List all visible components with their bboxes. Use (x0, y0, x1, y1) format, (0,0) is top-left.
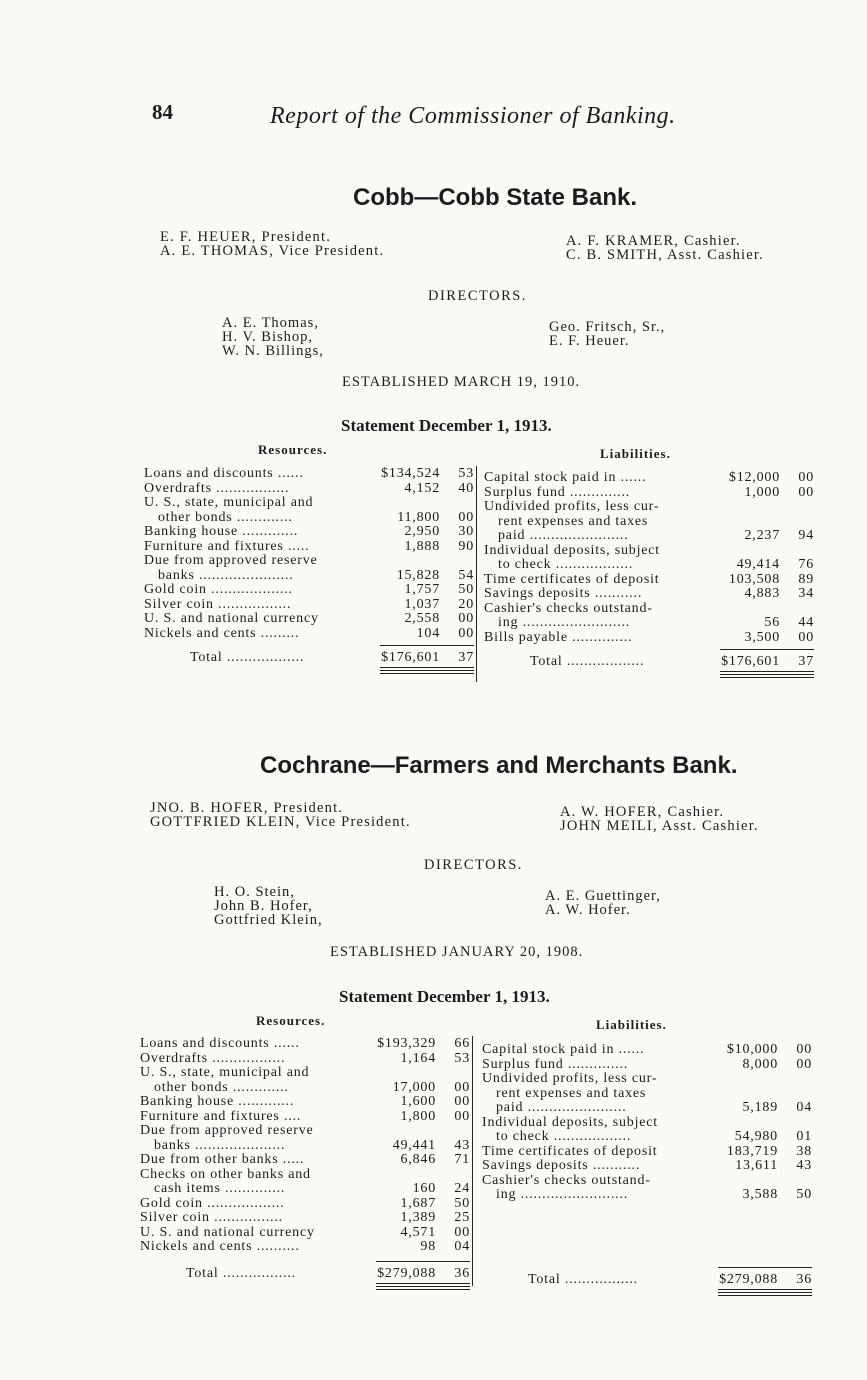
item-label: Nickels and cents .......... (140, 1239, 300, 1254)
item-label: rent expenses and taxes (498, 513, 649, 529)
amount-cents: 20 (458, 596, 474, 612)
amount-cents: 66 (454, 1036, 470, 1051)
officer-line: GOTTFRIED KLEIN, Vice President. (150, 814, 411, 830)
amount-dollars: 4,152 (404, 480, 440, 496)
ledger-row (484, 514, 814, 529)
ledger-row (482, 1115, 812, 1130)
ledger-row (482, 1086, 812, 1101)
amount-dollars: 1,600 (400, 1094, 436, 1109)
total-rule (720, 674, 814, 675)
amount-cents: 04 (454, 1239, 470, 1254)
item-label: banks ..................... (154, 1137, 286, 1153)
bank-title: Cobb—Cobb State Bank. (353, 184, 638, 211)
subtotal-rule (720, 649, 814, 650)
director-name: A. W. Hofer. (545, 902, 631, 918)
running-title: Report of the Commissioner of Banking. (270, 103, 676, 129)
amount-cents: 44 (798, 615, 814, 630)
officer-line: A. W. HOFER, Cashier. (560, 804, 725, 820)
amount-cents: 53 (454, 1050, 470, 1066)
total-dollars: $279,088 (377, 1265, 436, 1281)
ledger-row (144, 495, 474, 510)
amount-cents: 34 (798, 586, 814, 601)
established-date: ESTABLISHED JANUARY 20, 1908. (330, 944, 584, 960)
item-label: Silver coin ................ (140, 1210, 283, 1225)
director-name: Geo. Fritsch, Sr., (549, 319, 666, 335)
ledger-row (484, 485, 814, 500)
liabilities-table (482, 1042, 812, 1286)
ledger-row (140, 1138, 470, 1153)
resources-heading: Resources. (258, 442, 328, 457)
item-label: Individual deposits, subject (484, 542, 660, 558)
amount-cents: 00 (796, 1056, 812, 1072)
amount-dollars: 5,189 (742, 1100, 778, 1115)
ledger-row (144, 524, 474, 539)
amount-dollars: 2,950 (404, 524, 440, 539)
director-name: W. N. Billings, (222, 343, 324, 359)
officer-line: C. B. SMITH, Asst. Cashier. (566, 247, 764, 263)
director-name: E. F. Heuer. (549, 333, 630, 349)
amount-dollars: 13,611 (735, 1158, 778, 1173)
ledger-row (140, 1109, 470, 1124)
total-row (482, 1272, 812, 1287)
subtotal-rule (376, 1261, 470, 1262)
total-rule (380, 670, 474, 671)
item-label: Undivided profits, less cur- (482, 1071, 658, 1086)
total-dollars: $176,601 (721, 654, 780, 669)
amount-dollars: 49,441 (392, 1137, 436, 1153)
total-rule (718, 1289, 812, 1290)
total-rule (380, 667, 474, 668)
item-label: U. S., state, municipal and (140, 1065, 310, 1080)
amount-cents: 89 (798, 571, 814, 587)
amount-cents: 00 (798, 470, 814, 485)
ledger-row (144, 611, 474, 626)
total-dollars: $279,088 (719, 1271, 778, 1287)
item-label: banks ...................... (158, 567, 294, 583)
liabilities-heading: Liabilities. (596, 1017, 667, 1032)
item-label: Undivided profits, less cur- (484, 499, 660, 514)
amount-cents: 50 (454, 1195, 470, 1211)
amount-dollars: 1,687 (400, 1195, 436, 1211)
item-label: U. S., state, municipal and (144, 495, 314, 510)
amount-cents: 00 (798, 484, 814, 500)
ledger-row (484, 557, 814, 572)
ledger-row (482, 1158, 812, 1173)
total-cents: 37 (798, 654, 814, 669)
item-label: paid ....................... (496, 1100, 627, 1115)
amount-dollars: $134,524 (381, 466, 440, 481)
item-label: U. S. and national currency (140, 1224, 315, 1240)
amount-dollars: 160 (412, 1181, 436, 1196)
item-label: rent expenses and taxes (496, 1085, 647, 1101)
ledger-row (140, 1094, 470, 1109)
amount-cents: 53 (458, 466, 474, 481)
total-row (484, 654, 814, 669)
item-label: Gold coin .................. (140, 1195, 285, 1211)
amount-dollars: 56 (764, 615, 780, 630)
ledger-row (482, 1187, 812, 1202)
ledger-row (484, 615, 814, 630)
amount-cents: 54 (458, 567, 474, 583)
director-name: A. E. Guettinger, (545, 888, 661, 904)
item-label: Banking house ............. (140, 1094, 295, 1109)
total-rule (376, 1286, 470, 1287)
ledger-row (144, 597, 474, 612)
column-divider (472, 1036, 473, 1286)
amount-cents: 50 (796, 1187, 812, 1202)
item-label: other bonds ............. (154, 1079, 289, 1095)
director-name: A. E. Thomas, (222, 315, 319, 331)
amount-cents: 25 (454, 1210, 470, 1225)
ledger-row (144, 582, 474, 597)
item-label: Individual deposits, subject (482, 1114, 658, 1130)
ledger-row (144, 553, 474, 568)
total-label: Total ................. (528, 1271, 638, 1287)
amount-dollars: 183,719 (726, 1143, 778, 1159)
resources-table (144, 466, 474, 665)
amount-cents: 43 (796, 1158, 812, 1173)
amount-cents: 30 (458, 524, 474, 539)
liabilities-heading: Liabilities. (600, 446, 671, 461)
amount-cents: 00 (454, 1224, 470, 1240)
ledger-row (482, 1071, 812, 1086)
total-rule (376, 1289, 470, 1290)
item-label: Bills payable .............. (484, 629, 633, 645)
directors-left (222, 316, 324, 358)
total-row (140, 1266, 470, 1281)
amount-dollars: 4,571 (400, 1224, 436, 1240)
ledger-row (484, 630, 814, 645)
ledger-row (484, 470, 814, 485)
ledger-row (144, 466, 474, 481)
statement-heading: Statement December 1, 1913. (339, 987, 550, 1006)
subtotal-rule (380, 645, 474, 646)
item-label: Due from other banks ..... (140, 1152, 305, 1167)
officer-line: A. F. KRAMER, Cashier. (566, 233, 741, 249)
item-label: to check .................. (498, 557, 634, 572)
officers-left (160, 230, 384, 258)
amount-dollars: 49,414 (736, 557, 780, 572)
officers-left (150, 801, 411, 829)
established-date: ESTABLISHED MARCH 19, 1910. (342, 374, 581, 390)
directors-heading: DIRECTORS. (424, 857, 523, 873)
amount-cents: 38 (796, 1143, 812, 1159)
ledger-row (484, 528, 814, 543)
total-cents: 36 (454, 1265, 470, 1281)
officers-right (566, 234, 764, 262)
amount-dollars: $10,000 (726, 1042, 778, 1057)
ledger-row (484, 572, 814, 587)
column-divider (476, 466, 477, 682)
amount-cents: 71 (454, 1152, 470, 1167)
ledger-row (482, 1144, 812, 1159)
amount-dollars: 15,828 (396, 567, 440, 583)
total-label: Total ................. (186, 1265, 296, 1281)
ledger-row (144, 539, 474, 554)
amount-dollars: 2,558 (404, 611, 440, 626)
item-label: Overdrafts ................. (140, 1050, 286, 1066)
amount-cents: 94 (798, 528, 814, 543)
item-label: ing ......................... (496, 1187, 629, 1202)
item-label: Silver coin ................. (144, 596, 292, 612)
total-rule (720, 671, 814, 672)
item-label: Savings deposits ........... (484, 586, 643, 601)
directors-heading: DIRECTORS. (428, 288, 527, 304)
ledger-row (140, 1181, 470, 1196)
item-label: Time certificates of deposit (482, 1143, 658, 1159)
ledger-row (140, 1239, 470, 1254)
item-label: Time certificates of deposit (484, 571, 660, 587)
amount-cents: 00 (796, 1042, 812, 1057)
item-label: Capital stock paid in ...... (484, 470, 647, 485)
item-label: Checks on other banks and (140, 1166, 311, 1182)
ledger-row (484, 499, 814, 514)
amount-dollars: 8,000 (742, 1056, 778, 1072)
liabilities-table (484, 470, 814, 669)
amount-dollars: 103,508 (728, 571, 780, 587)
item-label: ing ......................... (498, 615, 631, 630)
director-name: Gottfried Klein, (214, 912, 323, 928)
ledger-row (482, 1057, 812, 1072)
total-rule (718, 1295, 812, 1296)
item-label: Cashier's checks outstand- (482, 1172, 651, 1188)
amount-dollars: $12,000 (728, 470, 780, 485)
amount-cents: 00 (458, 625, 474, 641)
item-label: to check .................. (496, 1129, 632, 1144)
item-label: Furniture and fixtures ..... (144, 538, 310, 554)
item-label: Surplus fund .............. (484, 484, 631, 500)
amount-cents: 76 (798, 557, 814, 572)
total-rule (376, 1283, 470, 1284)
ledger-row (140, 1036, 470, 1051)
total-label: Total .................. (530, 654, 645, 669)
total-cents: 37 (458, 650, 474, 665)
director-name: John B. Hofer, (214, 898, 313, 914)
amount-dollars: 104 (416, 625, 440, 641)
item-label: Overdrafts ................. (144, 480, 290, 496)
amount-cents: 24 (454, 1181, 470, 1196)
total-row (144, 650, 474, 665)
ledger-row (484, 586, 814, 601)
director-name: H. V. Bishop, (222, 329, 314, 345)
amount-dollars: 54,980 (734, 1129, 778, 1144)
amount-cents: 43 (454, 1137, 470, 1153)
amount-cents: 90 (458, 538, 474, 554)
directors-right (545, 889, 661, 917)
amount-dollars: $193,329 (377, 1036, 436, 1051)
amount-cents: 00 (458, 509, 474, 525)
amount-dollars: 1,164 (400, 1050, 436, 1066)
ledger-row (482, 1042, 812, 1057)
ledger-row (140, 1080, 470, 1095)
ledger-row (140, 1196, 470, 1211)
item-label: paid ....................... (498, 528, 629, 543)
item-label: Banking house ............. (144, 524, 299, 539)
ledger-row (482, 1129, 812, 1144)
item-label: Surplus fund .............. (482, 1056, 629, 1072)
amount-cents: 40 (458, 480, 474, 496)
item-label: Furniture and fixtures .... (140, 1108, 302, 1124)
ledger-row (484, 543, 814, 558)
officers-right (560, 805, 759, 833)
officer-line: JOHN MEILI, Asst. Cashier. (560, 818, 759, 834)
ledger-row (144, 568, 474, 583)
amount-cents: 00 (798, 629, 814, 645)
ledger-row (140, 1065, 470, 1080)
officer-line: E. F. HEUER, President. (160, 229, 332, 245)
item-label: Gold coin ................... (144, 582, 293, 597)
amount-dollars: 17,000 (392, 1079, 436, 1095)
amount-dollars: 1,757 (404, 582, 440, 597)
amount-cents: 04 (796, 1100, 812, 1115)
resources-heading: Resources. (256, 1013, 326, 1028)
item-label: Due from approved reserve (140, 1123, 314, 1138)
item-label: Capital stock paid in ...... (482, 1042, 645, 1057)
amount-dollars: 11,800 (397, 509, 440, 525)
ledger-row (144, 481, 474, 496)
resources-table (140, 1036, 470, 1280)
ledger-row (140, 1123, 470, 1138)
subtotal-rule (718, 1267, 812, 1268)
ledger-row (140, 1167, 470, 1182)
amount-dollars: 1,389 (400, 1210, 436, 1225)
amount-dollars: 3,588 (742, 1187, 778, 1202)
item-label: Nickels and cents ......... (144, 625, 300, 641)
ledger-row (484, 601, 814, 616)
directors-left (214, 885, 323, 927)
statement-heading: Statement December 1, 1913. (341, 416, 552, 435)
amount-cents: 00 (454, 1079, 470, 1095)
item-label: Loans and discounts ...... (144, 466, 304, 481)
ledger-row (144, 510, 474, 525)
amount-cents: 00 (454, 1108, 470, 1124)
ledger-row (140, 1051, 470, 1066)
item-label: U. S. and national currency (144, 611, 319, 626)
amount-dollars: 1,888 (404, 538, 440, 554)
amount-dollars: 1,037 (404, 596, 440, 612)
total-rule (720, 677, 814, 678)
item-label: Cashier's checks outstand- (484, 600, 653, 616)
amount-dollars: 3,500 (744, 629, 780, 645)
amount-dollars: 4,883 (744, 586, 780, 601)
item-label: Due from approved reserve (144, 553, 318, 568)
total-rule (718, 1292, 812, 1293)
amount-cents: 00 (458, 611, 474, 626)
ledger-row (144, 626, 474, 641)
ledger-row (482, 1173, 812, 1188)
total-label: Total .................. (190, 650, 305, 665)
item-label: Savings deposits ........... (482, 1158, 641, 1173)
amount-cents: 01 (796, 1129, 812, 1144)
ledger-row (140, 1210, 470, 1225)
amount-dollars: 2,237 (744, 528, 780, 543)
total-rule (380, 673, 474, 674)
amount-dollars: 6,846 (400, 1152, 436, 1167)
item-label: cash items .............. (154, 1181, 286, 1196)
amount-cents: 50 (458, 582, 474, 597)
amount-dollars: 98 (420, 1239, 436, 1254)
ledger-row (482, 1100, 812, 1115)
directors-right (549, 320, 665, 348)
officer-line: A. E. THOMAS, Vice President. (160, 243, 385, 259)
amount-dollars: 1,800 (400, 1108, 436, 1124)
officer-line: JNO. B. HOFER, President. (150, 800, 344, 816)
total-dollars: $176,601 (381, 650, 440, 665)
amount-cents: 00 (454, 1094, 470, 1109)
item-label: other bonds ............. (158, 509, 293, 525)
total-cents: 36 (796, 1271, 812, 1287)
ledger-row (140, 1225, 470, 1240)
item-label: Loans and discounts ...... (140, 1036, 300, 1051)
ledger-row (140, 1152, 470, 1167)
bank-title: Cochrane—Farmers and Merchants Bank. (260, 752, 738, 779)
director-name: H. O. Stein, (214, 884, 295, 900)
amount-dollars: 1,000 (744, 484, 780, 500)
page-number: 84 (152, 100, 173, 124)
